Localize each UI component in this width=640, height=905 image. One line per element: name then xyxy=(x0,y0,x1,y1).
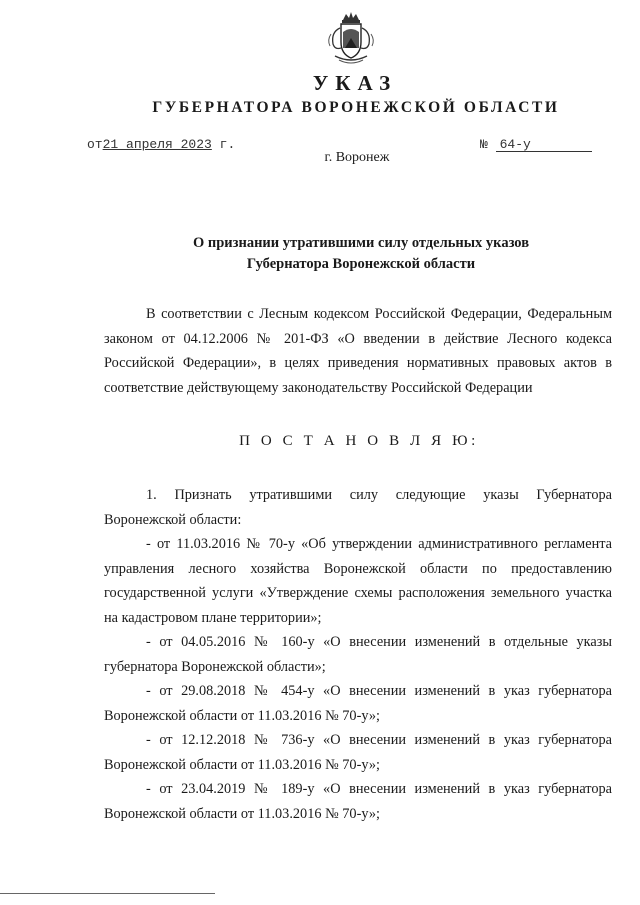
date-suffix: г. xyxy=(219,137,236,152)
number-prefix: № xyxy=(480,137,488,152)
preamble-paragraph: В соответствии с Лесным кодексом Российской Федерации, Федеральным законом от 04.12.2006 № 201-ФЗ «О введении в действие Лесного кодекса Российской Федерации», в целях приведения нормативных правовых актов в соответствие действующему законодательству Российской Федерации xyxy=(104,306,612,396)
document-heading xyxy=(0,233,640,275)
coat-of-arms-icon xyxy=(321,10,381,68)
number-value: 64-у xyxy=(496,138,592,152)
document-subtitle: ГУБЕРНАТОРА ВОРОНЕЖСКОЙ ОБЛАСТИ xyxy=(152,99,560,116)
list-item: - от 04.05.2016 № 160-у «О внесении изменений в отдельные указы губернатора Воронежской области»; xyxy=(104,634,612,675)
document-title: УКАЗ xyxy=(312,71,398,95)
list-item: - от 29.08.2018 № 454-у «О внесении изменений в указ губернатора Воронежской области от 11.03.2016 № 70-у»; xyxy=(104,683,612,724)
decree-word: П О С Т А Н О В Л Я Ю: xyxy=(239,433,479,449)
city: г. Воронеж xyxy=(324,150,390,165)
footnote-divider xyxy=(0,893,215,894)
heading-line-1: О признании утратившими силу отдельных указов xyxy=(192,235,530,251)
date-value: 21 апреля 2023 xyxy=(102,137,212,152)
heading-line-2: Губернатора Воронежской области xyxy=(246,256,476,272)
list-item: - от 23.04.2019 № 189-у «О внесении изменений в указ губернатора Воронежской области от 11.03.2016 № 70-у»; xyxy=(104,781,612,822)
item-1: 1. Признать утратившими силу следующие указы Губернатора Воронежской области: xyxy=(104,487,612,528)
decree-items xyxy=(104,483,612,826)
list-item: - от 12.12.2018 № 736-у «О внесении изменений в указ губернатора Воронежской области от 11.03.2016 № 70-у»; xyxy=(104,732,612,773)
date-prefix: от xyxy=(87,137,103,152)
list-item: - от 11.03.2016 № 70-у «Об утверждении административного регламента управления лесного хозяйства Воронежской области по предоставлению государственной услуги «Утверждение схемы расположения земельного участка на кадастровом плане территории»; xyxy=(104,536,612,626)
